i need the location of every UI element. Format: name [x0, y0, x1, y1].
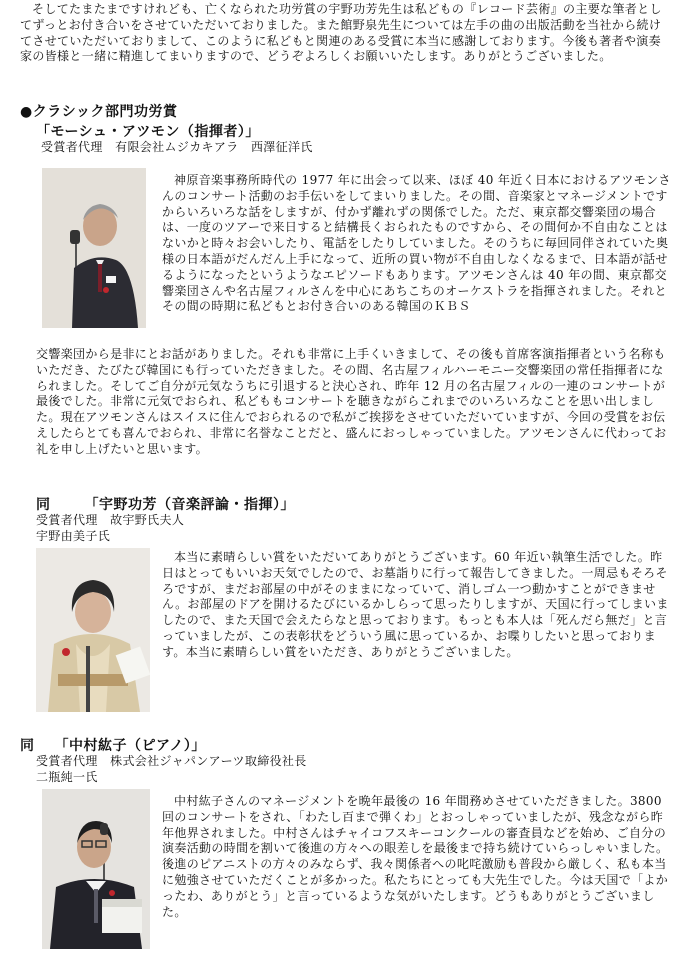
section-heading [20, 101, 177, 121]
award-prefix: 同 [20, 738, 35, 754]
award-name: 「モーシュ・アツモン（指揮者）」 [36, 124, 260, 140]
award-name: 「中村紘子（ピアノ）」 [54, 738, 206, 754]
speech-atzmon-full: 交響楽団から是非にとお話がありました。それも非常に上手くいきまして、その後も首席客演指揮者という名称もいただき、たびたび韓国にも行っていただきました。その間、名古屋フィルハーモニー交響楽団の常任指揮者になられました。そしてご自分が元気なうちに引退すると決心され、昨年 12 月の名古屋フィルの一連のコンサートが最後でした。非常に元気でおられ、私どももコンサートを聴きながらこれまでのいろいろなことを思い出しました。現在アツモンさんはスイスに住んでおられるので私がご挨拶をさせていただいていますが、今回の受賞をお伝えしたらとても喜んでおられ、非常に名誉なことだと、盛んにおっしゃっていました。アツモンさんに代わってお礼を申し上げたいと思います。 [36, 347, 667, 456]
award-name: 「宇野功芳（音楽評論・指揮）」 [84, 497, 295, 513]
award-proxy-nakamura: 受賞者代理 株式会社ジャパンアーツ取締役社長 [36, 754, 307, 768]
award-title-nakamura [20, 735, 206, 755]
award-proxy-atzmon: 受賞者代理 有限会社ムジカキアラ 西澤征洋氏 [41, 140, 313, 154]
bullet-mark: ● [20, 104, 33, 120]
award-proxy2-nakamura: 二瓶純一氏 [36, 770, 98, 784]
section-title: クラシック部門功労賞 [32, 104, 178, 120]
award-title-uno [36, 494, 295, 514]
intro-paragraph: そしてたまたまですけれども、亡くなられた功労賞の宇野功芳先生は私どもの『レコード芸術』の主要な筆者としてずっとお付き合いをさせていただいておりました。また館野泉先生については左手の曲の出版活動を当社から続けてさせていただいておりまして、このように私どもと関連のある受賞に本当に感謝しております。今後も著者や演奏家の皆様と一緒に精進してまいりますので、どうぞよろしくお願いいたします。ありがとうございました。 [20, 2, 662, 64]
award-prefix: 同 [36, 497, 51, 513]
speech-uno: 本当に素晴らしい賞をいただいてありがとうございます。60 年近い執筆生活でした。昨日はとってもいいお天気でしたので、お墓詣りに行って報告してきました。一周忌もそろそろですが、まだお部屋の中がそのままになっていて、消しゴム一つ動かすことができません。お部屋のドアを開けるたびにいるかしらって思ったりしますが、天国に行ってしまいましたので、また天国で会えたらなと思っております。もっとも本人は「死んだら無だ」と言っていましたが、この表彰状をどういう風に思っているか、お喋りしたいと思っております。本当に素晴らしい賞をいただき、ありがとうございました。 [162, 550, 669, 659]
speech-atzmon-wrapped: 神原音楽事務所時代の 1977 年に出会って以来、ほぼ 40 年近く日本におけるアツモンさんのコンサート活動のお手伝いをしてまいりました。その間、音楽家とマネージメントですからいろいろな話をしますが、付かず離れずの関係でした。ただ、東京都交響楽団の場合は、一度のツアーで来日すると結構長くおられたものですから、その間何か不自由なことはないかと時々お会いしたり、電話をしたりしていました。そのうちに毎回同伴されていた奥様の日本語がだんだん上手になって、近所の買い物が不自由しなくなるまで、日本語が話せるようになったというようなエピソードもあります。アツモンさんは 40 年の間、東京都交響楽団さんや名古屋フィルさんを中心にあちこちのオーケストラを指揮されました。それとその間の時期に私どもとお付き合いのある韓国のＫＢＳ [162, 173, 671, 314]
award-proxy2-uno: 宇野由美子氏 [36, 529, 111, 543]
award-title-atzmon [36, 121, 260, 141]
photo-uno-widow [36, 548, 150, 712]
photo-nakamura-proxy [42, 789, 150, 949]
award-proxy-uno: 受賞者代理 故宇野氏夫人 [36, 513, 185, 527]
photo-atzmon-proxy [42, 168, 146, 328]
speech-nakamura: 中村紘子さんのマネージメントを晩年最後の 16 年間務めさせていただきました。3800 回のコンサートをされ、「わたし百まで弾くわ」とおっしゃっていましたが、残念ながら昨年他界されました。中村さんはチャイコフスキーコンクールの審査員などを始め、ご自分の演奏活動の時間を割いて後進の方々への眼差しを最後まで持ち続けていらっしゃいました。後進のピアニストの方々のみならず、我々関係者への叱咤激励も普段から厳しく、私も本当に勉強させていただくことが多かった。私たちにとっても大先生でした。今は天国で「よかったわ、ありがとう」と言っているような気がいたします。どうもありがとうございました。 [162, 794, 669, 919]
